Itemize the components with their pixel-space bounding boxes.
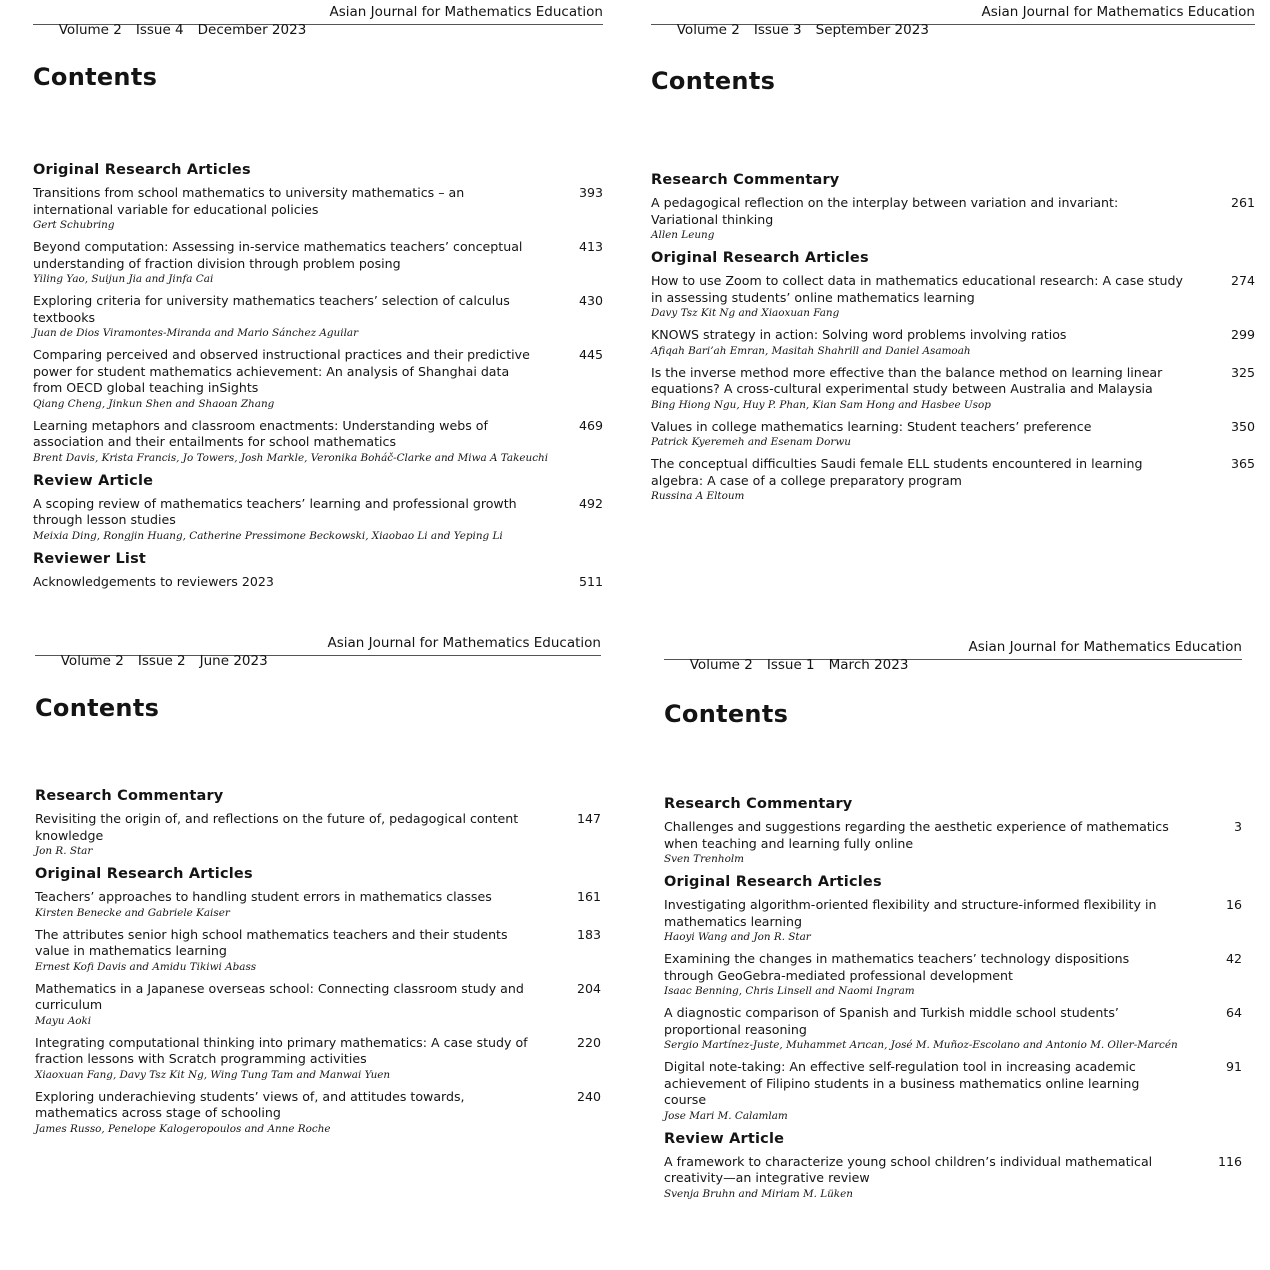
section-heading: Original Research Articles: [651, 250, 869, 266]
article-authors: Russina A Eltoum: [651, 490, 745, 502]
toc-entry[interactable]: [651, 273, 1255, 321]
page-number: 3: [1233, 819, 1242, 834]
article-authors: Juan de Dios Viramontes-Miranda and Mario Sánchez Aguilar: [33, 327, 359, 339]
article-authors: Jon R. Star: [35, 845, 93, 857]
toc-entry[interactable]: [651, 419, 1255, 451]
issue-date: December 2023: [197, 22, 307, 38]
article-authors: Davy Tsz Kit Ng and Xiaoxuan Fang: [651, 307, 840, 319]
toc-entry[interactable]: [35, 811, 601, 859]
toc-entry[interactable]: [664, 819, 1242, 867]
issue-date: June 2023: [199, 653, 268, 669]
toc-body: [651, 171, 1255, 510]
page-number: 492: [578, 495, 603, 511]
article-authors: Qiang Cheng, Jinkun Shen and Shaoan Zhang: [33, 397, 275, 410]
article-title[interactable]: A pedagogical reflection on the interplay between variation and invariant: Variational thinking: [651, 195, 1119, 227]
article-title[interactable]: Learning metaphors and classroom enactments: Understanding webs of association and their entailments for school mathematics: [33, 417, 488, 449]
journal-name: Asian Journal for Mathematics Education: [329, 4, 603, 20]
toc-entry[interactable]: [651, 456, 1255, 504]
toc-panel-dec-2023: [33, 3, 603, 618]
page-number: 204: [576, 980, 601, 996]
toc-entry[interactable]: [33, 239, 603, 287]
page-number: 365: [1230, 456, 1255, 471]
toc-panel-sep-2023: [651, 3, 1255, 603]
article-authors: Yiling Yao, Suijun Jia and Jinfa Cai: [33, 273, 214, 285]
section-heading: Review Article: [33, 472, 154, 489]
contents-heading: Contents: [651, 67, 776, 95]
page-number: 511: [578, 573, 603, 589]
article-authors: Svenja Bruhn and Miriam M. Lüken: [664, 1187, 853, 1200]
page-number: 147: [576, 811, 601, 826]
section-heading: Review Article: [664, 1130, 785, 1147]
toc-entry[interactable]: [35, 927, 601, 975]
article-title[interactable]: Is the inverse method more effective than the balance method on learning linear equations? A cross-cultural experimental study between Australia and Malaysia: [651, 364, 1163, 396]
issue-label: Issue 1: [766, 657, 815, 673]
article-authors: Xiaoxuan Fang, Davy Tsz Kit Ng, Wing Tung Tam and Manwai Yuen: [35, 1068, 391, 1081]
article-title[interactable]: Comparing perceived and observed instructional practices and their predictive power for student mathematics achievement: An analysis of Shanghai data from OECD global teaching inSights: [33, 347, 530, 395]
issue-header: [664, 638, 1242, 673]
article-authors: Bing Hiong Ngu, Huy P. Phan, Kian Sam Hong and Hasbee Usop: [651, 398, 991, 411]
page-number: 445: [578, 347, 603, 362]
section-heading: Research Commentary: [664, 796, 853, 812]
article-title[interactable]: Exploring underachieving students’ views of, and attitudes towards, mathematics across stage of schooling: [35, 1088, 465, 1120]
section-heading: Research Commentary: [35, 788, 224, 804]
section-heading: Original Research Articles: [35, 866, 253, 882]
toc-entry[interactable]: [664, 1059, 1242, 1124]
page-number: 350: [1230, 418, 1255, 434]
article-title[interactable]: A diagnostic comparison of Spanish and Turkish middle school students’ proportional reasoning: [664, 1005, 1119, 1037]
article-title[interactable]: A framework to characterize young school children’s individual mathematical creativity—an integrative review: [664, 1153, 1153, 1185]
article-title[interactable]: Challenges and suggestions regarding the aesthetic experience of mathematics when teaching and learning fully online: [664, 819, 1169, 851]
issue-label: Issue 4: [135, 22, 184, 38]
article-title[interactable]: The attributes senior high school mathematics teachers and their students value in mathematics learning: [35, 926, 508, 958]
article-title[interactable]: Teachers’ approaches to handling student errors in mathematics classes: [35, 889, 492, 904]
page-number: 393: [578, 185, 603, 200]
toc-entry[interactable]: [35, 1035, 601, 1083]
article-title[interactable]: Investigating algorithm-oriented flexibility and structure-informed flexibility in mathematics learning: [664, 897, 1157, 929]
issue-label: Issue 3: [753, 22, 802, 38]
issue-label: Issue 2: [137, 653, 186, 669]
article-title[interactable]: Exploring criteria for university mathematics teachers’ selection of calculus textbooks: [33, 293, 510, 325]
page-number: 469: [578, 417, 603, 433]
volume-label: Volume 2: [676, 22, 740, 38]
page-number: 325: [1230, 364, 1255, 380]
section-heading: Original Research Articles: [664, 874, 882, 890]
toc-entry[interactable]: [35, 889, 601, 921]
section-heading: Research Commentary: [651, 172, 840, 188]
toc-entry[interactable]: [651, 195, 1255, 243]
toc-panel-mar-2023: [664, 638, 1242, 1258]
toc-entry[interactable]: [664, 1154, 1242, 1202]
article-authors: Jose Mari M. Calamlam: [664, 1109, 788, 1122]
toc-entry[interactable]: [33, 347, 603, 412]
toc-body: [33, 161, 603, 596]
toc-entry[interactable]: [35, 1089, 601, 1137]
article-title[interactable]: Mathematics in a Japanese overseas school: Connecting classroom study and curriculum: [35, 980, 524, 1012]
article-title[interactable]: Values in college mathematics learning: Student teachers’ preference: [651, 418, 1092, 434]
article-title[interactable]: Revisiting the origin of, and reflections on the future of, pedagogical content knowledge: [35, 811, 519, 843]
page-number: 261: [1230, 195, 1255, 210]
page-number: 64: [1225, 1005, 1242, 1020]
toc-entry[interactable]: [651, 327, 1255, 359]
article-authors: Brent Davis, Krista Francis, Jo Towers, Josh Markle, Veronika Boháč-Clarke and Miwa A Takeuchi: [33, 451, 549, 464]
volume-label: Volume 2: [60, 653, 124, 669]
article-title[interactable]: Beyond computation: Assessing in-service mathematics teachers’ conceptual understanding of fraction division through problem posing: [33, 239, 523, 271]
page-number: 413: [578, 239, 603, 254]
toc-entry[interactable]: [651, 365, 1255, 413]
issue-header: [651, 3, 1255, 38]
page-number: 274: [1230, 273, 1255, 288]
toc-entry[interactable]: [33, 185, 603, 233]
issue-date: March 2023: [828, 657, 909, 673]
contents-heading: Contents: [35, 694, 160, 722]
page-number: 299: [1230, 327, 1255, 342]
toc-entry[interactable]: [33, 293, 603, 341]
section-heading: Original Research Articles: [33, 162, 251, 178]
article-authors: Gert Schubring: [33, 219, 115, 231]
article-title[interactable]: KNOWS strategy in action: Solving word problems involving ratios: [651, 327, 1067, 342]
section-heading: Reviewer List: [33, 550, 147, 567]
issue-date: September 2023: [815, 22, 929, 38]
article-authors: Sergio Martínez-Juste, Muhammet Arıcan, José M. Muñoz-Escolano and Antonio M. Oller-Marcén: [664, 1039, 1178, 1051]
issue-header: [33, 3, 603, 38]
page-number: 240: [576, 1088, 601, 1104]
article-authors: Isaac Benning, Chris Linsell and Naomi Ingram: [664, 985, 915, 997]
page-number: 430: [578, 293, 603, 308]
issue-header: [35, 634, 601, 669]
article-title[interactable]: Acknowledgements to reviewers 2023: [33, 573, 274, 589]
page-number: 183: [576, 926, 601, 942]
contents-heading: Contents: [664, 700, 789, 728]
article-title[interactable]: The conceptual difficulties Saudi female ELL students encountered in learning algebra: A case of a college preparatory program: [651, 456, 1143, 488]
article-authors: Haoyi Wang and Jon R. Star: [664, 931, 811, 943]
article-authors: Ernest Kofi Davis and Amidu Tikiwi Abass: [35, 960, 257, 973]
journal-name: Asian Journal for Mathematics Education: [981, 4, 1255, 20]
toc-entry[interactable]: [664, 951, 1242, 999]
toc-entry[interactable]: [33, 574, 603, 591]
article-authors: Mayu Aoki: [35, 1014, 92, 1027]
toc-panel-jun-2023: [35, 634, 601, 1234]
toc-entry[interactable]: [33, 496, 603, 544]
volume-label: Volume 2: [58, 22, 122, 38]
article-authors: Sven Trenholm: [664, 853, 744, 865]
page-number: 220: [576, 1034, 601, 1050]
article-authors: Kirsten Benecke and Gabriele Kaiser: [35, 906, 230, 919]
volume-label: Volume 2: [689, 657, 753, 673]
page-number: 116: [1217, 1153, 1242, 1169]
article-authors: James Russo, Penelope Kalogeropoulos and Anne Roche: [35, 1122, 331, 1135]
article-title[interactable]: Digital note-taking: An effective self-regulation tool in increasing academic achievement of Filipino students in a business mathematics online learning course: [664, 1059, 1140, 1107]
article-authors: Allen Leung: [651, 229, 715, 241]
journal-name: Asian Journal for Mathematics Education: [327, 635, 601, 651]
page-number: 91: [1225, 1059, 1242, 1074]
page-number: 16: [1225, 897, 1242, 912]
toc-entry[interactable]: [664, 1005, 1242, 1053]
article-title[interactable]: Transitions from school mathematics to university mathematics – an international variable for educational policies: [33, 185, 465, 217]
article-title[interactable]: How to use Zoom to collect data in mathematics educational research: A case study in assessing students’ online mathematics learning: [651, 273, 1183, 305]
page-number: 161: [576, 889, 601, 904]
toc-entry[interactable]: [35, 981, 601, 1029]
article-title[interactable]: Integrating computational thinking into primary mathematics: A case study of fraction lessons with Scratch programming activities: [35, 1034, 528, 1066]
toc-body: [664, 795, 1242, 1208]
contents-heading: Contents: [33, 63, 158, 91]
toc-entry[interactable]: [33, 418, 603, 466]
article-authors: Afiqah Bari’ah Emran, Masitah Shahrill and Daniel Asamoah: [651, 344, 971, 357]
article-title[interactable]: A scoping review of mathematics teachers’ learning and professional growth through lesson studies: [33, 495, 517, 527]
article-authors: Patrick Kyeremeh and Esenam Dorwu: [651, 436, 851, 448]
article-title[interactable]: Examining the changes in mathematics teachers’ technology dispositions through GeoGebra-mediated professional development: [664, 951, 1130, 983]
article-authors: Meixia Ding, Rongjin Huang, Catherine Pressimone Beckowski, Xiaobao Li and Yeping Li: [33, 529, 503, 542]
toc-body: [35, 787, 601, 1143]
journal-name: Asian Journal for Mathematics Education: [968, 639, 1242, 655]
toc-entry[interactable]: [664, 897, 1242, 945]
page-number: 42: [1225, 951, 1242, 966]
